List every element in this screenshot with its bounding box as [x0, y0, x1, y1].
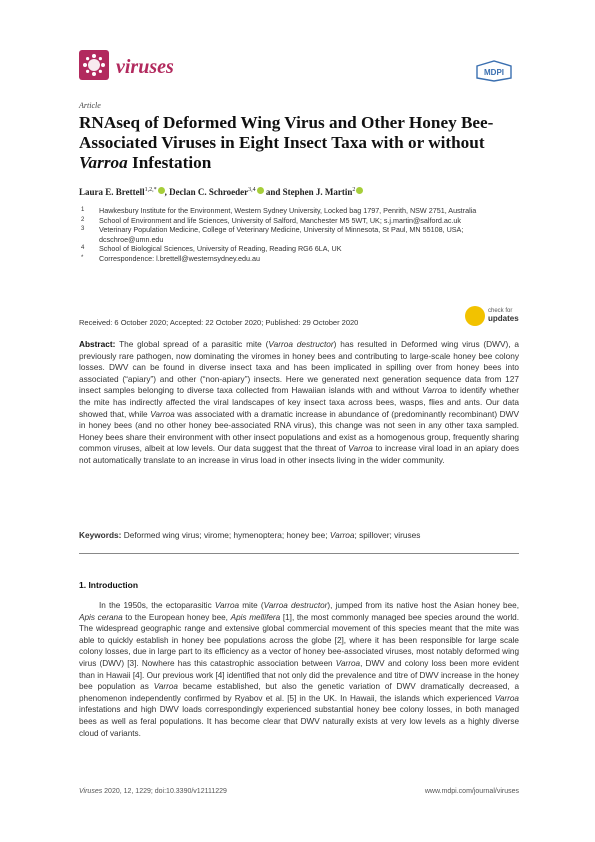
body-segment: In the 1950s, the ectoparasitic [99, 601, 215, 610]
page-footer [79, 788, 519, 795]
article-type: Article [79, 101, 101, 110]
correspondence[interactable] [79, 254, 479, 264]
abstract-italic: Varroa [422, 385, 447, 396]
title-part-1: RNAseq of Deformed Wing Virus and Other Honey Bee-Associated Viruses in Eight Insect Taxa with or without [79, 113, 494, 152]
author-list [79, 187, 363, 197]
body-italic: Apis mellifera [230, 612, 281, 622]
abstract-italic: Varroa destructor [268, 339, 334, 349]
body-text [79, 600, 519, 739]
check-updates-line1: check for [488, 308, 513, 314]
affiliation-item [79, 244, 479, 254]
author-1-affiliation: 1,2,* [144, 187, 157, 193]
affiliation-item [79, 225, 479, 244]
keywords-italic: Varroa [329, 530, 355, 540]
affiliation-item [79, 216, 479, 226]
check-updates-icon [465, 306, 485, 326]
affiliation-number: * [81, 254, 84, 261]
mdpi-logo-icon [473, 60, 515, 82]
affiliation-text: Hawkesbury Institute for the Environment, Western Sydney University, Locked bag 1797, Penrith, NSW 2751, Australia [99, 206, 477, 215]
author-3: Stephen J. Martin [282, 187, 353, 197]
abstract-text: ) has resulted in Deformed wing virus (DWV), a previously rare pathogen, now dominating the viromes in honey bees and contributing to large-scale honey bee colony losses. DWV can be found in diverse insect taxa and has been implicated in spilling over from honey bees into associated (“apiary”) and other (“non-apiary”) insects. Here we generated next generation sequence data from 127 insect samples belonging to diverse taxa collected from Hawaiian islands with and without [79, 339, 519, 396]
mdpi-logo-text: MDPI [484, 68, 504, 77]
author-1: Laura E. Brettell [79, 187, 145, 197]
affiliation-text: School of Biological Sciences, University of Reading, Reading RG6 6LA, UK [99, 244, 342, 254]
affiliation-number: 2 [81, 216, 85, 223]
footer-citation [79, 788, 227, 795]
abstract-italic: Varroa [348, 443, 373, 454]
footer-url[interactable]: www.mdpi.com/journal/viruses [424, 788, 519, 795]
article-title [79, 113, 519, 173]
abstract-text: to increase viral load in an apiary does not automatically translate to an increase in virus load in other insects living in the wider community. [79, 443, 519, 465]
check-updates-label [488, 308, 519, 324]
affiliations [79, 206, 479, 264]
affiliation-text: Veterinary Population Medicine, College of Veterinary Medicine, University of Minnesota, St Paul, MN 55108, USA; dcschroe@umn.edu [99, 225, 464, 244]
abstract-label: Abstract: [79, 339, 116, 349]
title-part-2: Infestation [127, 153, 212, 172]
abstract-text: The global spread of a parasitic mite ( [115, 339, 269, 349]
check-for-updates-button[interactable] [465, 306, 525, 328]
title-italic: Varroa [79, 153, 128, 172]
author-2: Declan C. Schroeder [169, 187, 249, 197]
keywords-text: ; spillover; viruses [354, 530, 421, 540]
affiliation-number: 3 [81, 226, 85, 233]
body-italic: Apis cerana [79, 612, 123, 622]
abstract-text: was associated with a dramatic increase in abundance of (predominantly recombinant) DWV in honey bees (and no other honey bee-associated RNA virus), this change was not seen in any other taxa sampled. Honey bees share their environment with other insect populations and exist as a homogenous group, frequently sharing common viruses, albeit at low levels. Our data suggest that the threat of [79, 408, 519, 454]
body-segment: infestations and high DWV loads correspondingly experienced substantial honey bee colony losses, in both managed bees as well as feral populations. It has become clear that DWV naturally exists at very low levels as a highly diverse cloud of variants. [79, 705, 519, 738]
orcid-icon[interactable] [158, 187, 165, 194]
body-italic: Varroa destructor [263, 601, 328, 610]
body-segment: , DWV and colony loss been more evident than in Hawaii [4]. Our previous work [4] identified that not only did the prevalence and titre of DWV increase in the honey bee population as [79, 658, 519, 692]
body-italic: Varroa [153, 682, 178, 692]
journal-logo-icon [79, 50, 109, 80]
publication-dates: Received: 6 October 2020; Accepted: 22 October 2020; Published: 29 October 2020 [79, 318, 359, 327]
affiliation-item [79, 206, 479, 216]
body-segment: mite ( [239, 601, 264, 610]
body-segment: [1], the most commonly managed bee species around the world. The widespread geographic range and extensive global commercial movement of this species meant that the mite was able to quickly establish in honey bee populations across the globe [2], where it has been responsible for large scale colony losses, due in large part to its efficiency as a vector of honey bee-associated viruses, most notably deformed wing virus (DWV) [3]. Nowhere has this catastrophic association between [79, 612, 519, 668]
affiliation-text: School of Environment and life Sciences, University of Salford, Manchester M5 5WT, UK; s.j.martin@salford.ac.uk [99, 215, 462, 225]
footer-doi: 2020, 12, 1229; doi:10.3390/v12111229 [102, 788, 227, 795]
footer-journal: Viruses [79, 788, 103, 795]
author-2-affiliation: 3,4 [248, 187, 256, 193]
body-segment: to the European honey bee, [122, 612, 231, 622]
abstract-italic: Varroa [150, 408, 175, 419]
author-3-affiliation: 2 [352, 187, 356, 193]
body-italic: Varroa [494, 693, 519, 703]
abstract-text: to identify whether the mite has indirectly affected the viral landscapes of key insect taxa across bees, wasps, flies and ants. Our data showed that, while [79, 385, 519, 419]
body-italic: Varroa [335, 658, 361, 668]
body-segment: ), jumped from its native host the Asian honey bee, [327, 601, 519, 610]
journal-name: viruses [116, 56, 174, 78]
section-heading: 1. Introduction [79, 580, 139, 590]
keywords-label: Keywords: [79, 530, 122, 540]
affiliation-number: 1 [81, 207, 85, 213]
keywords-text: Deformed wing virus; virome; hymenoptera; honey bee; [121, 530, 330, 540]
author-separator-2: and [263, 187, 283, 197]
check-updates-line2: updates [488, 314, 519, 323]
section-divider [79, 553, 519, 554]
abstract [79, 339, 519, 467]
author-separator-1: , [164, 187, 170, 197]
body-segment: became established, but also the genetic variation of DWV dramatically decreased, a phenomenon independently confirmed by Ryabov et al. [5] in the UK. In Hawaii, the islands which experienced [79, 682, 519, 703]
affiliation-number: 4 [81, 245, 85, 252]
keywords [79, 530, 519, 540]
body-italic: Varroa [214, 601, 240, 610]
orcid-icon[interactable] [257, 187, 264, 194]
correspondence-text[interactable]: Correspondence: l.brettell@westernsydney.edu.au [99, 253, 260, 263]
orcid-icon[interactable] [356, 187, 363, 194]
